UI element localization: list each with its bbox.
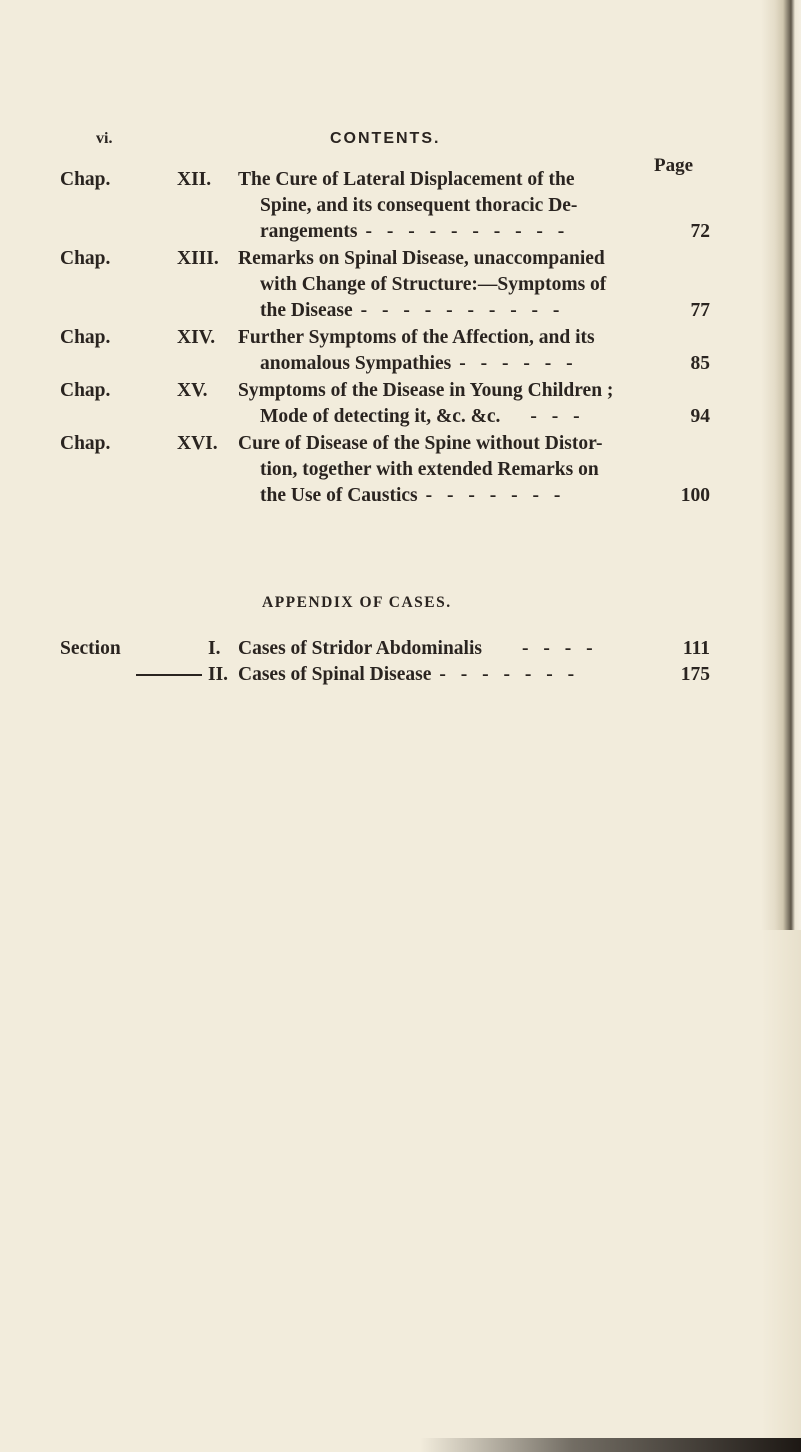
page-number: 100 [680,485,710,506]
page-column-label: Page [654,155,694,176]
chapter-title [238,246,688,324]
chapter-numeral: XIV. [177,327,216,348]
leader-dots: - - - - - - - - - - [365,221,570,242]
folio-number: vi. [96,130,113,147]
chapter-label: Chap. [60,248,111,269]
running-header [96,130,706,154]
ditto-rule [136,674,202,676]
chapter-numeral: XV. [177,380,208,401]
toc-entry-chap-xii [60,167,710,245]
section-numeral: I. [208,638,221,659]
page-number: 72 [690,221,710,242]
toc-entry-section-i [60,636,710,662]
section-title: Cases of Stridor Abdominalis - - - - [238,638,598,659]
chapter-title [238,167,688,245]
bottom-shadow [420,1438,801,1452]
leader-dots: - - - - - - - - - - [360,300,565,321]
page-number: 77 [690,300,710,321]
leader-dots: - - - [530,406,585,427]
chapter-title [238,431,688,509]
chapter-numeral: XIII. [177,248,219,269]
title-line-last: rangements - - - - - - - - - - [260,221,570,242]
page-number: 111 [682,638,710,659]
page-edge-lower [761,930,801,1452]
title-line: Remarks on Spinal Disease, unaccompanied [238,248,605,269]
leader-dots: - - - - [521,638,598,659]
title-line: with Change of Structure:—Symptoms of [260,274,607,295]
toc-entry-chap-xiv [60,325,710,377]
chapter-numeral: XII. [177,169,212,190]
toc-entry-chap-xv [60,378,710,430]
title-line: Symptoms of the Disease in Young Children ; [238,380,614,401]
section-title: Cases of Spinal Disease - - - - - - - [238,664,580,685]
title-line-last: anomalous Sympathies - - - - - - [260,353,578,374]
leader-dots: - - - - - - - [439,664,580,685]
section-numeral: II. [208,664,229,685]
running-title: CONTENTS. [330,130,441,147]
page-number: 175 [680,664,710,685]
toc-entry-chap-xiii [60,246,710,324]
chapter-title [238,378,688,430]
chapter-label: Chap. [60,169,111,190]
title-line: Cure of Disease of the Spine without Distor- [238,433,603,454]
title-line-last: the Disease - - - - - - - - - - [260,300,565,321]
chapter-label: Chap. [60,433,111,454]
page-number: 94 [690,406,710,427]
title-line: Spine, and its consequent thoracic De- [260,195,578,216]
page-edge-shadow [761,0,801,930]
chapter-numeral: XVI. [177,433,218,454]
toc-entry-section-ii [60,662,710,688]
section-label: Section [60,638,121,659]
leader-dots: - - - - - - [459,353,578,374]
page-number: 85 [690,353,710,374]
chapter-label: Chap. [60,327,111,348]
title-line: The Cure of Lateral Displacement of the [238,169,575,190]
title-line: Further Symptoms of the Affection, and its [238,327,595,348]
toc-entry-chap-xvi [60,431,710,509]
chapter-label: Chap. [60,380,111,401]
title-line-last: the Use of Caustics - - - - - - - [260,485,566,506]
leader-dots: - - - - - - - [425,485,566,506]
title-line-last: Mode of detecting it, &c. &c. - - - [260,406,585,427]
title-line: tion, together with extended Remarks on [260,459,599,480]
appendix-heading: APPENDIX OF CASES. [262,594,452,611]
chapter-title [238,325,688,377]
